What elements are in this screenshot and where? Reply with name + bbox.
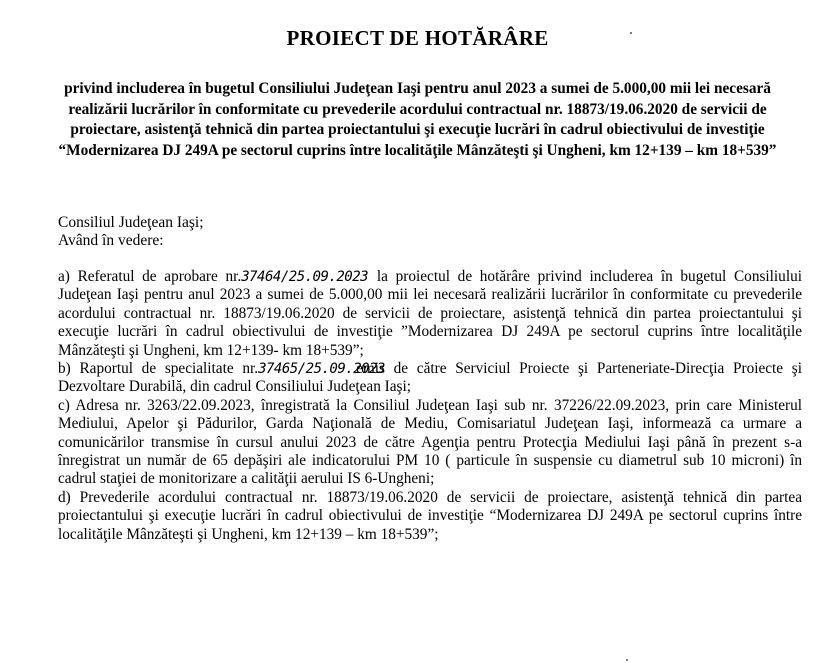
item-b-prefix: b) Raportul de specialitate nr.	[58, 360, 259, 378]
intro-council: Consiliul Judeţean Iaşi;	[58, 214, 204, 231]
item-d-contract-provisions: d) Prevederile acordului contractual nr. 18873/19.06.2020 de servicii de proiectare, asistenţă tehnică din partea proiectantului şi execuţie lucrări în cadrul obiectivului de investiţie “Modernizarea DJ 249A pe sectorul cuprins între localităţile Mânzăteşti şi Ungheni, km 12+139 – km 18+539”;	[58, 488, 802, 543]
item-a-text: la proiectul de hotărâre privind includerea în bugetul Consiliului Judeţean Iaşi pentru anul 2023 a sumei de 5.000,00 mii lei necesară realizării lucrărilor în conformitate cu prevederile acordului contractual nr. 18873/19.06.2020 de servicii de proiectare, asistenţă tehnică din partea proiectantului şi execuţie lucrări în cadrul obiectivului de investiţie ”Modernizarea DJ 249A pe sectorul cuprins între localităţile Mânzăteşti şi Ungheni, km 12+139- km 18+539”;	[58, 268, 802, 359]
item-c-address: c) Adresa nr. 3263/22.09.2023, înregistrată la Consiliul Judeţean Iaşi sub nr. 37226/22.09.2023, prin care Ministerul Mediului, Apelor şi Pădurilor, Garda Naţională de Mediu, Comisariatul Judeţean Iaşi, informează ca urmare a comunicărilor transmise în cursul anului 2023 de către Agenţia pentru Protecţia Mediului Iaşi până în prezent s-a înregistrat un număr de 65 depăşiri ale indicatorului PM 10 ( particule în suspensie cu diametrul sub 10 microni) în cadrul staţiei de monitorizare a calităţii aerului IS 6-Ungheni;	[58, 396, 802, 488]
handwritten-registration-number: 37465/25.09.2023	[258, 361, 385, 378]
scan-speck	[630, 32, 632, 34]
handwritten-registration-number: 37464/25.09.2023	[241, 269, 369, 285]
item-b-specialty-report	[58, 360, 802, 397]
document-title: PROIECT DE HOTĂRÂRE	[286, 26, 549, 50]
item-b-text: emis de către Serviciul Proiecte şi Parteneriate-Direcţia Proiecte şi Dezvoltare Durabilă, din cadrul Consiliului Judeţean Iaşi;	[58, 360, 803, 396]
item-a-approval-report	[58, 268, 802, 360]
scan-speck	[626, 659, 628, 661]
document-subject: privind includerea în bugetul Consiliului Judeţean Iaşi pentru anul 2023 a sumei de 5.000,00 mii lei necesară realizării lucrărilor în conformitate cu prevederile acordului contractual nr. 18873/19.06.2020 de servicii de proiectare, asistenţă tehnică din partea proiectantului şi execuţie lucrări în cadrul obiectivului de investiţie “Modernizarea DJ 249A pe sectorul cuprins între localităţile Mânzăteşti şi Ungheni, km 12+139 – km 18+539”	[58, 80, 777, 159]
item-a-prefix: a) Referatul de aprobare nr.	[58, 268, 242, 285]
intro-considering: Având în vedere:	[58, 232, 164, 249]
document-body	[58, 268, 802, 544]
